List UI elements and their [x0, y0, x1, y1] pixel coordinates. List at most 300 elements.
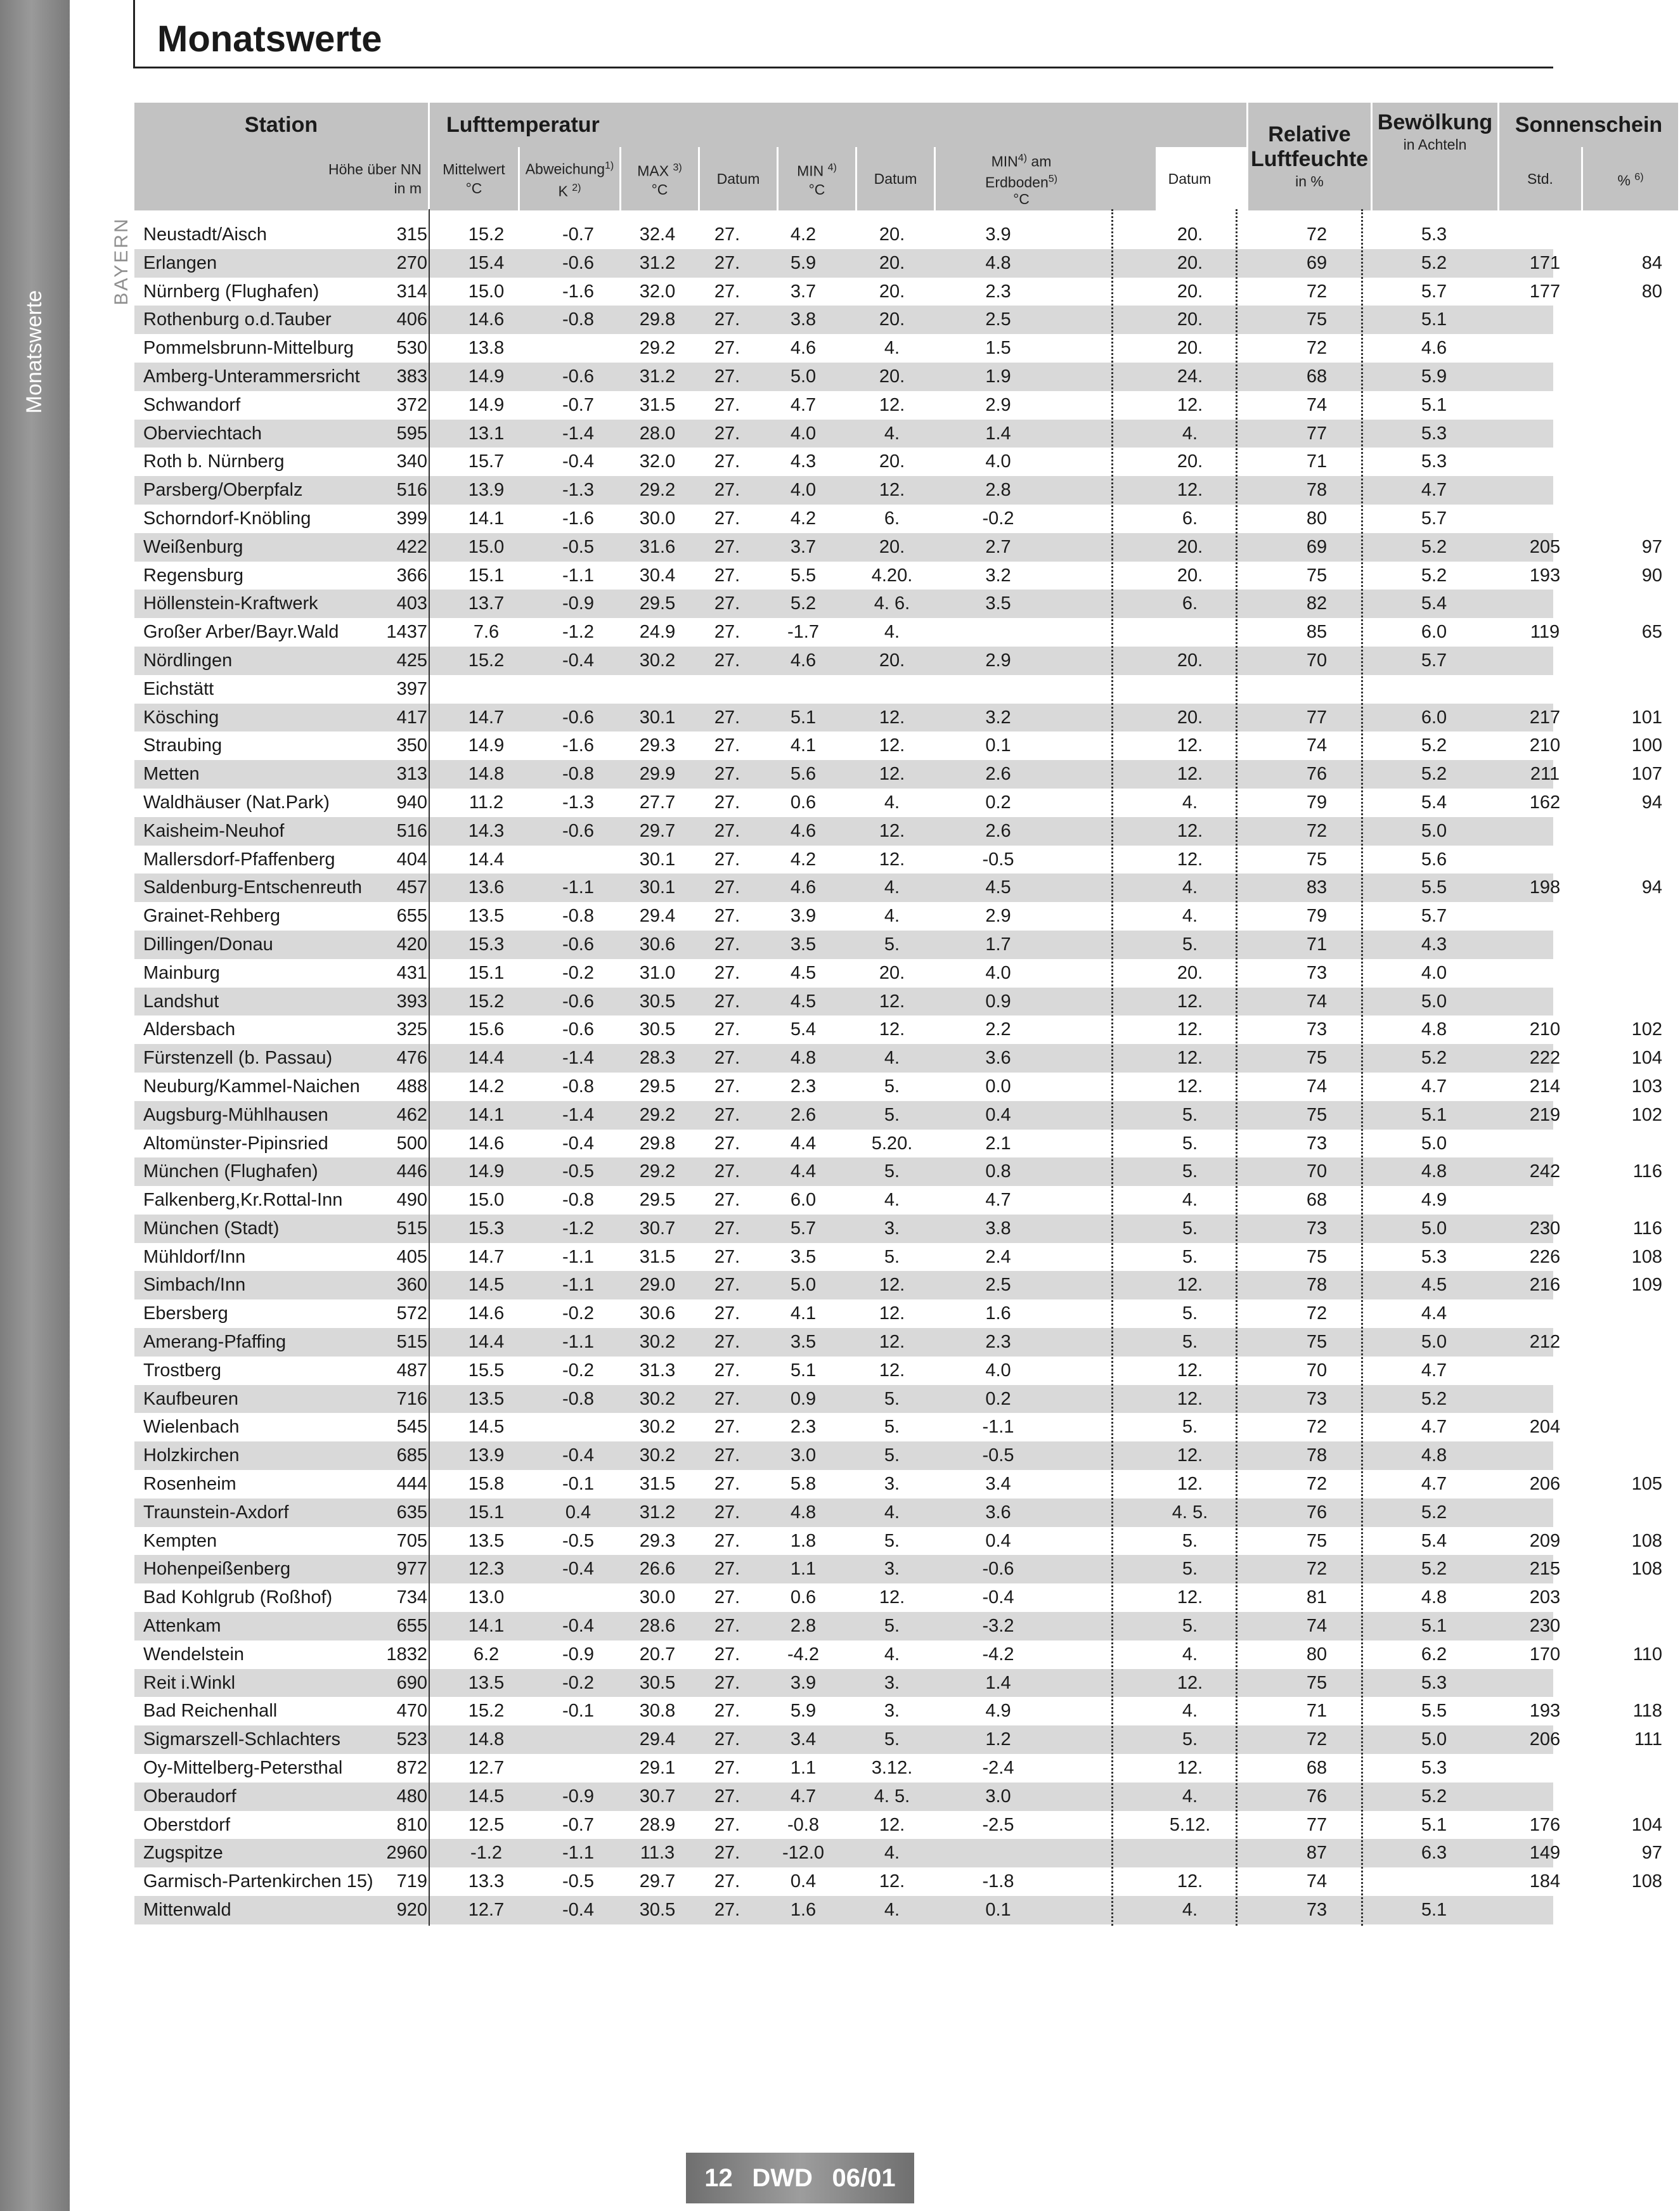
cell-std: 214 [1529, 1076, 1561, 1097]
cell-feuchte: 75 [1306, 1332, 1328, 1353]
cell-mittel: -1.2 [470, 1843, 502, 1864]
cell-station: Großer Arber/Bayr.Wald [143, 622, 339, 643]
cell-pct: 107 [1631, 764, 1662, 785]
cell-bew: 4.8 [1421, 1445, 1447, 1466]
cell-max: 30.2 [639, 1388, 676, 1409]
header-max [621, 147, 700, 210]
cell-abw: -0.6 [562, 991, 594, 1012]
cell-min-d: 4. 6. [874, 593, 910, 614]
cell-abw: -0.4 [562, 650, 594, 671]
cell-mittel: 14.1 [468, 1104, 505, 1125]
cell-erd: 0.2 [985, 792, 1011, 813]
cell-abw: -0.5 [562, 1871, 594, 1892]
cell-station: Dillingen/Donau [143, 934, 273, 955]
cell-erd-d: 12. [1177, 764, 1203, 785]
cell-pct [1599, 902, 1662, 931]
cell-std [1510, 221, 1580, 249]
cell-feuchte: 71 [1306, 934, 1328, 955]
cell-station: Landshut [143, 991, 219, 1012]
cell-station: Augsburg-Mühlhausen [143, 1104, 328, 1125]
cell-std [1510, 846, 1580, 874]
cell-max: 31.2 [639, 252, 676, 273]
cell-pct: 101 [1631, 707, 1662, 728]
cell-min-d: 4. [884, 906, 900, 927]
cell-erd-d: 5. [1182, 1616, 1198, 1637]
cell-max-d: 27. [714, 1019, 740, 1040]
cell-hoehe: 476 [396, 1048, 427, 1069]
table-row [134, 647, 1553, 675]
cell-hoehe: 399 [396, 508, 427, 529]
header-station-text: Station [244, 112, 318, 137]
cell-abw: -1.3 [562, 792, 594, 813]
cell-feuchte: 73 [1306, 1133, 1328, 1154]
cell-mittel: 14.4 [468, 849, 505, 870]
cell-pct [1599, 334, 1662, 363]
cell-station: Wielenbach [143, 1417, 240, 1438]
cell-std [1510, 1754, 1580, 1782]
table-row [134, 533, 1662, 562]
cell-pct: 105 [1631, 1474, 1662, 1495]
table-row [134, 1413, 1561, 1441]
cell-feuchte: 87 [1306, 1843, 1328, 1864]
cell-max: 32.4 [639, 224, 676, 245]
cell-max: 30.1 [639, 707, 676, 728]
page-footer [686, 2153, 914, 2203]
table-row [134, 249, 1662, 278]
cell-station: Nürnberg (Flughafen) [143, 281, 320, 302]
cell-erd: 3.2 [985, 707, 1011, 728]
cell-station: Oy-Mittelberg-Petersthal [143, 1758, 343, 1779]
cell-abw: -0.8 [562, 906, 594, 927]
cell-bew: 5.7 [1421, 906, 1447, 927]
cell-min-d: 12. [879, 1587, 905, 1608]
header-minerd-line3: °C [1013, 191, 1030, 208]
cell-std [1510, 675, 1580, 704]
cell-mittel: 14.9 [468, 1161, 505, 1182]
cell-station: München (Stadt) [143, 1218, 280, 1239]
header-hoehe-line1: Höhe über NN [328, 161, 422, 177]
cell-max: 28.9 [639, 1814, 676, 1835]
cell-hoehe: 360 [396, 1275, 427, 1296]
cell-min: 5.8 [790, 1474, 817, 1495]
header-feuchte-line2: Luftfeuchte [1250, 147, 1369, 171]
cell-max [623, 675, 692, 704]
cell-min-d: 5. [884, 1388, 900, 1409]
cell-feuchte: 73 [1306, 1019, 1328, 1040]
header-minerd-am: am [1031, 153, 1052, 170]
cell-std [1510, 902, 1580, 931]
cell-hoehe: 705 [396, 1530, 427, 1551]
cell-max-d: 27. [714, 1559, 740, 1580]
cell-max: 29.7 [639, 820, 676, 841]
cell-erd: 2.9 [985, 906, 1011, 927]
cell-max-d: 27. [714, 1133, 740, 1154]
cell-abw: -0.7 [562, 224, 594, 245]
cell-erd-d: 4. [1182, 1900, 1198, 1921]
header-std-text: Std. [1527, 171, 1553, 187]
table-row [134, 278, 1662, 306]
cell-erd-d: 5. [1182, 1303, 1198, 1324]
cell-max-d: 27. [714, 622, 740, 643]
cell-abw: -0.2 [562, 1360, 594, 1381]
cell-mittel: 15.2 [468, 224, 505, 245]
cell-feuchte: 70 [1306, 650, 1328, 671]
cell-hoehe: 523 [396, 1729, 427, 1750]
cell-bew: 5.6 [1421, 849, 1447, 870]
cell-min: 3.5 [790, 934, 817, 955]
cell-feuchte: 74 [1306, 1076, 1328, 1097]
cell-hoehe: 685 [396, 1445, 427, 1466]
cell-abw: -0.4 [562, 1133, 594, 1154]
cell-station: Saldenburg-Entschenreuth [143, 877, 363, 898]
table-row [134, 1015, 1662, 1044]
cell-feuchte [1282, 675, 1352, 704]
cell-abw: -1.2 [562, 1218, 594, 1239]
table-row [134, 873, 1662, 902]
cell-erd-d: 12. [1177, 1474, 1203, 1495]
cell-bew: 5.0 [1421, 1218, 1447, 1239]
cell-max-d: 27. [714, 707, 740, 728]
cell-abw: -0.8 [562, 1190, 594, 1211]
cell-min-d: 4. [884, 1502, 900, 1523]
cell-feuchte: 78 [1306, 1275, 1328, 1296]
cell-max: 32.0 [639, 281, 676, 302]
cell-min: 2.3 [790, 1417, 817, 1438]
cell-erd: 2.8 [985, 480, 1011, 501]
cell-abw: -0.6 [562, 1019, 594, 1040]
cell-station: Altomünster-Pipinsried [143, 1133, 328, 1154]
cell-station: Oberaudorf [143, 1786, 236, 1807]
cell-max-d: 27. [714, 1701, 740, 1722]
cell-mittel: 15.3 [468, 934, 505, 955]
cell-min: -12.0 [782, 1843, 825, 1864]
cell-max-d: 27. [714, 1814, 740, 1835]
cell-min-d: 20. [879, 536, 905, 557]
cell-abw: -0.6 [562, 366, 594, 387]
cell-hoehe: 920 [396, 1900, 427, 1921]
cell-erd-d: 5. [1182, 1729, 1198, 1750]
table-header-subcolumns [134, 147, 1644, 210]
cell-pct: 111 [1634, 1729, 1662, 1750]
cell-abw: -0.6 [562, 820, 594, 841]
cell-mittel: 14.6 [468, 1133, 505, 1154]
cell-mittel: 14.4 [468, 1048, 505, 1069]
cell-min: 4.4 [790, 1133, 817, 1154]
cell-max-d: 27. [714, 1729, 740, 1750]
table-row [134, 1044, 1662, 1073]
cell-hoehe: 530 [396, 338, 427, 359]
cell-min-d [851, 675, 933, 704]
cell-erd-d: 4. [1182, 906, 1198, 927]
cell-hoehe: 595 [396, 423, 427, 444]
cell-max: 29.1 [639, 1758, 676, 1779]
cell-min-d: 5. [884, 1445, 900, 1466]
cell-min: 4.8 [790, 1048, 817, 1069]
cell-pct [1599, 675, 1662, 704]
cell-std: 222 [1529, 1048, 1561, 1069]
cell-pct [1599, 448, 1662, 476]
cell-abw: -1.1 [562, 1246, 594, 1267]
cell-max: 30.8 [639, 1701, 676, 1722]
cell-feuchte: 76 [1306, 764, 1328, 785]
cell-station: Neustadt/Aisch [143, 224, 268, 245]
cell-max-d: 27. [714, 1900, 740, 1921]
cell-station: Pommelsbrunn-Mittelburg [143, 338, 354, 359]
cell-feuchte: 78 [1306, 1445, 1328, 1466]
cell-mittel: 15.7 [468, 451, 505, 472]
header-mittel-line1: Mittelwert [443, 161, 505, 177]
table-row [134, 675, 1553, 704]
header-feuchte-unit: in % [1295, 173, 1324, 190]
cell-max-d: 27. [714, 394, 740, 415]
cell-hoehe: 313 [396, 764, 427, 785]
cell-feuchte: 70 [1306, 1161, 1328, 1182]
cell-bew: 5.4 [1421, 1530, 1447, 1551]
cell-max: 29.4 [639, 1729, 676, 1750]
cell-max: 28.6 [639, 1616, 676, 1637]
cell-bew: 5.2 [1421, 252, 1447, 273]
cell-mittel: 15.0 [468, 281, 505, 302]
cell-max: 31.3 [639, 1360, 676, 1381]
cell-std: 119 [1530, 622, 1560, 643]
cell-erd: 2.5 [985, 1275, 1011, 1296]
cell-erd-d: 5. [1182, 1218, 1198, 1239]
cell-erd-d: 5. [1182, 1161, 1198, 1182]
cell-std [1510, 647, 1580, 675]
cell-std [1510, 1441, 1580, 1470]
cell-erd: 0.4 [985, 1530, 1011, 1551]
cell-mittel: 13.3 [468, 1871, 505, 1892]
cell-erd [959, 618, 1038, 647]
cell-abw: -0.8 [562, 1076, 594, 1097]
cell-erd-d: 5. [1182, 1530, 1198, 1551]
cell-max: 31.5 [639, 1474, 676, 1495]
cell-station: Schwandorf [143, 394, 241, 415]
cell-min-d: 3. [884, 1218, 900, 1239]
cell-station: Amerang-Pfaffing [143, 1332, 287, 1353]
cell-max: 30.5 [639, 1672, 676, 1693]
cell-max: 27.7 [639, 792, 676, 813]
cell-erd: 2.1 [985, 1133, 1011, 1154]
cell-abw: -0.8 [562, 309, 594, 330]
cell-max: 20.7 [639, 1644, 676, 1665]
cell-erd: -1.8 [982, 1871, 1014, 1892]
cell-bew [1399, 1867, 1469, 1896]
cell-hoehe: 350 [396, 735, 427, 756]
cell-erd: 0.9 [985, 991, 1011, 1012]
cell-station: Fürstenzell (b. Passau) [143, 1048, 333, 1069]
cell-erd-d: 12. [1177, 1758, 1203, 1779]
table-row [134, 1725, 1662, 1754]
cell-station: Rothenburg o.d.Tauber [143, 309, 332, 330]
cell-max: 30.1 [639, 877, 676, 898]
cell-mittel: 14.1 [468, 508, 505, 529]
header-mittel-line2: °C [465, 180, 482, 197]
cell-min: 4.2 [790, 849, 817, 870]
cell-bew: 5.3 [1421, 224, 1447, 245]
cell-bew: 5.2 [1421, 1388, 1447, 1409]
cell-max: 31.2 [639, 366, 676, 387]
cell-pct [1599, 505, 1662, 533]
cell-feuchte: 81 [1306, 1587, 1328, 1608]
cell-abw [540, 1583, 616, 1612]
cell-max-d: 27. [714, 849, 740, 870]
cell-max-d: 27. [714, 1275, 740, 1296]
cell-abw: -1.1 [562, 565, 594, 586]
header-minerd-line2: Erdboden [985, 174, 1049, 191]
cell-min: 4.4 [790, 1161, 817, 1182]
cell-pct: 104 [1631, 1814, 1662, 1835]
cell-pct [1599, 1896, 1662, 1924]
cell-erd-d: 20. [1177, 650, 1203, 671]
cell-erd: 0.8 [985, 1161, 1011, 1182]
cell-bew: 5.2 [1421, 1502, 1447, 1523]
cell-erd-d [1149, 618, 1231, 647]
cell-feuchte: 74 [1306, 991, 1328, 1012]
cell-feuchte: 74 [1306, 1871, 1328, 1892]
cell-pct: 80 [1641, 281, 1662, 302]
cell-max-d: 27. [714, 650, 740, 671]
cell-max-d: 27. [714, 820, 740, 841]
cell-abw: -0.4 [562, 451, 594, 472]
cell-erd-d: 12. [1177, 1388, 1203, 1409]
cell-erd-d: 20. [1177, 565, 1203, 586]
cell-std [1510, 1385, 1580, 1414]
header-abw-line1: Abweichung [525, 161, 605, 177]
cell-pct [1599, 221, 1662, 249]
cell-erd: 1.9 [985, 366, 1011, 387]
cell-bew: 6.0 [1421, 707, 1447, 728]
cell-max: 11.3 [640, 1843, 675, 1864]
cell-station: Ebersberg [143, 1303, 228, 1324]
cell-feuchte: 72 [1306, 224, 1328, 245]
cell-min: 1.1 [790, 1758, 817, 1779]
cell-max-d: 27. [714, 451, 740, 472]
cell-bew: 5.1 [1421, 1814, 1447, 1835]
cell-max: 31.2 [639, 1502, 676, 1523]
cell-feuchte: 75 [1306, 1246, 1328, 1267]
cell-pct: 108 [1631, 1246, 1662, 1267]
cell-max-d: 27. [714, 1445, 740, 1466]
cell-erd-d: 12. [1177, 735, 1203, 756]
cell-min-d: 5. [884, 1076, 900, 1097]
cell-erd-d: 12. [1177, 394, 1203, 415]
cell-erd: 0.2 [985, 1388, 1011, 1409]
cell-min-d: 12. [879, 1814, 905, 1835]
cell-max: 29.3 [639, 735, 676, 756]
cell-feuchte: 72 [1306, 338, 1328, 359]
cell-mittel: 14.8 [468, 1729, 505, 1750]
cell-hoehe: 516 [396, 480, 427, 501]
cell-pct: 94 [1641, 792, 1662, 813]
cell-abw: -1.4 [562, 1048, 594, 1069]
cell-std [1510, 476, 1580, 505]
cell-erd-d: 12. [1177, 1445, 1203, 1466]
cell-station: Garmisch-Partenkirchen 15) [143, 1871, 373, 1892]
header-mittel [430, 147, 520, 210]
cell-erd-d: 12. [1177, 1360, 1203, 1381]
cell-max-d: 27. [714, 1530, 740, 1551]
cell-max: 30.5 [639, 1019, 676, 1040]
header-sonnenschein [1499, 103, 1680, 147]
cell-hoehe: 635 [396, 1502, 427, 1523]
cell-max: 31.0 [639, 962, 676, 983]
cell-abw: -0.4 [562, 1445, 594, 1466]
cell-bew: 5.4 [1421, 593, 1447, 614]
cell-max: 26.6 [639, 1559, 676, 1580]
cell-feuchte: 70 [1306, 1360, 1328, 1381]
cell-min: -0.8 [787, 1814, 819, 1835]
cell-feuchte: 74 [1306, 1616, 1328, 1637]
cell-erd-d: 4. [1182, 1701, 1198, 1722]
cell-feuchte: 73 [1306, 1218, 1328, 1239]
cell-hoehe: 325 [396, 1019, 427, 1040]
cell-station: Erlangen [143, 252, 217, 273]
cell-erd: 0.4 [985, 1104, 1011, 1125]
header-minerd-line1: MIN [991, 153, 1018, 170]
cell-station: Amberg-Unterammersricht [143, 366, 360, 387]
cell-mittel: 13.9 [468, 480, 505, 501]
table-row [134, 1186, 1553, 1215]
cell-min: -1.7 [787, 622, 819, 643]
cell-max: 30.5 [639, 1900, 676, 1921]
header-erd-datum-text: Datum [1168, 171, 1212, 187]
header-erd-datum [1131, 147, 1248, 210]
cell-bew: 5.3 [1421, 1758, 1447, 1779]
cell-erd: 2.9 [985, 650, 1011, 671]
cell-min-d: 4. [884, 338, 900, 359]
cell-bew: 4.5 [1421, 1275, 1447, 1296]
cell-erd: -1.1 [982, 1417, 1014, 1438]
cell-feuchte: 72 [1306, 1474, 1328, 1495]
cell-bew: 5.2 [1421, 1786, 1447, 1807]
cell-max-d: 27. [714, 366, 740, 387]
cell-mittel: 13.9 [468, 1445, 505, 1466]
cell-bew: 5.5 [1421, 877, 1447, 898]
cell-hoehe: 977 [396, 1559, 427, 1580]
cell-std [1510, 1669, 1580, 1698]
cell-abw: -1.3 [562, 480, 594, 501]
divider-temperatur [1111, 209, 1113, 1926]
cell-bew: 5.1 [1421, 309, 1447, 330]
header-max-line2: °C [651, 181, 668, 198]
cell-feuchte: 71 [1306, 451, 1328, 472]
cell-erd: 3.5 [985, 593, 1011, 614]
cell-min: 4.6 [790, 338, 817, 359]
cell-station: Neuburg/Kammel-Naichen [143, 1076, 360, 1097]
cell-pct: 104 [1631, 1048, 1662, 1069]
cell-std: 162 [1529, 792, 1561, 813]
cell-mittel: 15.2 [468, 650, 505, 671]
cell-hoehe: 417 [396, 707, 427, 728]
cell-erd-d: 20. [1177, 962, 1203, 983]
cell-bew: 5.3 [1421, 1246, 1447, 1267]
cell-feuchte: 68 [1306, 1190, 1328, 1211]
cell-erd-d: 6. [1182, 508, 1198, 529]
cell-max-d: 27. [714, 1502, 740, 1523]
cell-pct [1599, 959, 1662, 988]
cell-min-d: 20. [879, 224, 905, 245]
cell-max: 30.0 [639, 1587, 676, 1608]
cell-abw: -1.6 [562, 508, 594, 529]
cell-erd: 0.1 [985, 1900, 1011, 1921]
table-row [134, 1583, 1561, 1612]
table-row [134, 363, 1553, 391]
table-row [134, 1101, 1662, 1130]
cell-max: 30.4 [639, 565, 676, 586]
cell-min-d: 5. [884, 1530, 900, 1551]
cell-abw: -1.1 [562, 1332, 594, 1353]
